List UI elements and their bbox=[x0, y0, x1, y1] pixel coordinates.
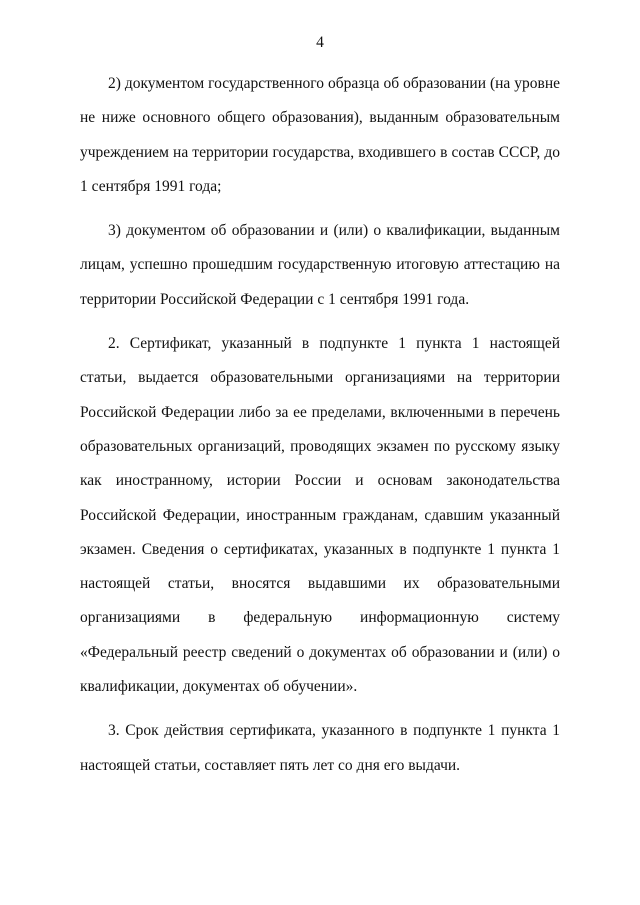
page-number: 4 bbox=[316, 34, 324, 51]
paragraph-item-2: 2) документом государственного образца об образовании (на уровне не ниже основного общего образования), выданным образовательным учреждением на территории государства, входившего в состав СССР, до 1 сентября 1991 года; bbox=[80, 75, 560, 195]
paragraph-clause-3: 3. Срок действия сертификата, указанного в подпункте 1 пункта 1 настоящей статьи, составляет пять лет со дня его выдачи. bbox=[80, 722, 560, 774]
paragraph-item-3: 3) документом об образовании и (или) о квалификации, выданным лицам, успешно прошедшим государственную итоговую аттестацию на территории Российской Федерации с 1 сентября 1991 года. bbox=[80, 222, 560, 308]
paragraph-clause-2: 2. Сертификат, указанный в подпункте 1 пункта 1 настоящей статьи, выдается образовательными организациями на территории Российской Федерации либо за ее пределами, включенными в перечень образовательных организаций, проводящих экзамен по русскому языку как иностранному, истории России и основам законодательства Российской Федерации, иностранным гражданам, сдавшим указанный экзамен. Сведения о сертификатах, указанных в подпункте 1 пункта 1 настоящей статьи, вносятся выдавшими их образовательными организациями в федеральную информационную систему «Федеральный реестр сведений о документах об образовании и (или) о квалификации, документах об обучении». bbox=[80, 335, 560, 696]
document-body bbox=[80, 67, 560, 793]
